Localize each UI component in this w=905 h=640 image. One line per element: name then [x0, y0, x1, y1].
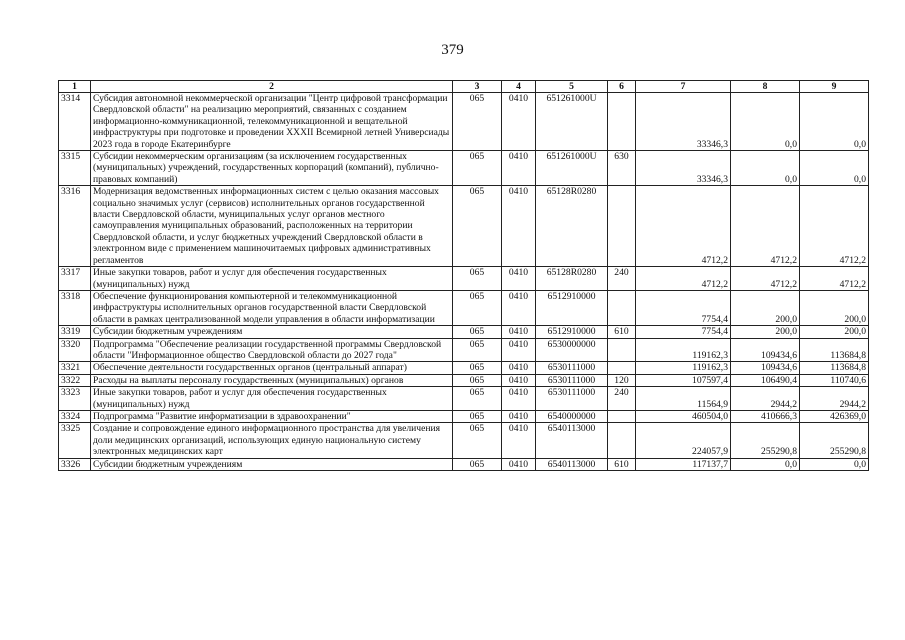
section-code: 0410 — [502, 410, 536, 422]
ministry-code: 065 — [453, 410, 502, 422]
amount-col9: 200,0 — [800, 290, 869, 325]
row-number: 3318 — [59, 290, 91, 325]
table-row — [59, 267, 869, 291]
section-code: 0410 — [502, 387, 536, 411]
target-article-code: 65128R0280 — [536, 267, 608, 291]
ministry-code: 065 — [453, 326, 502, 338]
column-header: 8 — [731, 81, 800, 93]
amount-col9: 0,0 — [800, 151, 869, 186]
section-code: 0410 — [502, 458, 536, 470]
amount-col8: 4712,2 — [731, 267, 800, 291]
table-row — [59, 186, 869, 267]
section-code: 0410 — [502, 423, 536, 458]
row-name: Модернизация ведомственных информационных систем с целью оказания массовых социально значимых услуг (сервисов) исполнительных органов государственной власти Свердловской области, муниципальных услуг органов местного самоуправления муниципальных образований, расположенных на территории Свердловской области, и услуг бюджетных учреждений Свердловской области в электронном виде с применением машиночитаемых цифровых административных регламентов — [91, 186, 453, 267]
amount-col8: 109434,6 — [731, 338, 800, 362]
target-article-code: 651261000U — [536, 93, 608, 151]
ministry-code: 065 — [453, 374, 502, 386]
section-code: 0410 — [502, 362, 536, 374]
amount-col7: 33346,3 — [636, 151, 731, 186]
amount-col9: 0,0 — [800, 93, 869, 151]
expense-type-code: 610 — [608, 458, 636, 470]
target-article-code: 6540113000 — [536, 458, 608, 470]
section-code: 0410 — [502, 93, 536, 151]
expense-type-code — [608, 93, 636, 151]
amount-col7: 460504,0 — [636, 410, 731, 422]
amount-col9: 113684,8 — [800, 362, 869, 374]
table-row — [59, 93, 869, 151]
page-number: 379 — [441, 42, 464, 58]
column-header: 7 — [636, 81, 731, 93]
row-number: 3316 — [59, 186, 91, 267]
amount-col7: 11564,9 — [636, 387, 731, 411]
row-name: Создание и сопровождение единого информационного пространства для увеличения доли медицинских организаций, использующих единую национальную систему электронных медицинских карт — [91, 423, 453, 458]
expense-type-code — [608, 186, 636, 267]
ministry-code: 065 — [453, 186, 502, 267]
row-name: Обеспечение деятельности государственных органов (центральный аппарат) — [91, 362, 453, 374]
amount-col8: 0,0 — [731, 93, 800, 151]
row-number: 3326 — [59, 458, 91, 470]
ministry-code: 065 — [453, 387, 502, 411]
amount-col8: 0,0 — [731, 151, 800, 186]
table-row — [59, 423, 869, 458]
ministry-code: 065 — [453, 338, 502, 362]
amount-col9: 110740,6 — [800, 374, 869, 386]
table-row — [59, 362, 869, 374]
amount-col7: 107597,4 — [636, 374, 731, 386]
target-article-code: 6540113000 — [536, 423, 608, 458]
row-name: Иные закупки товаров, работ и услуг для обеспечения государственных (муниципальных) нужд — [91, 387, 453, 411]
section-code: 0410 — [502, 290, 536, 325]
target-article-code: 6530111000 — [536, 387, 608, 411]
column-header: 3 — [453, 81, 502, 93]
table-row — [59, 410, 869, 422]
amount-col8: 200,0 — [731, 326, 800, 338]
amount-col7: 4712,2 — [636, 186, 731, 267]
amount-col9: 0,0 — [800, 458, 869, 470]
row-number: 3321 — [59, 362, 91, 374]
section-code: 0410 — [502, 326, 536, 338]
row-number: 3315 — [59, 151, 91, 186]
amount-col7: 224057,9 — [636, 423, 731, 458]
ministry-code: 065 — [453, 458, 502, 470]
amount-col9: 200,0 — [800, 326, 869, 338]
column-header: 6 — [608, 81, 636, 93]
amount-col8: 255290,8 — [731, 423, 800, 458]
expense-type-code — [608, 423, 636, 458]
amount-col9: 255290,8 — [800, 423, 869, 458]
column-header: 4 — [502, 81, 536, 93]
section-code: 0410 — [502, 374, 536, 386]
row-name: Подпрограмма "Развитие информатизации в здравоохранении" — [91, 410, 453, 422]
row-number: 3317 — [59, 267, 91, 291]
expense-type-code — [608, 290, 636, 325]
amount-col7: 117137,7 — [636, 458, 731, 470]
target-article-code: 6530111000 — [536, 362, 608, 374]
row-number: 3324 — [59, 410, 91, 422]
target-article-code: 6512910000 — [536, 326, 608, 338]
ministry-code: 065 — [453, 267, 502, 291]
table-header-row — [59, 81, 869, 93]
column-header: 2 — [91, 81, 453, 93]
row-number: 3325 — [59, 423, 91, 458]
ministry-code: 065 — [453, 362, 502, 374]
section-code: 0410 — [502, 338, 536, 362]
target-article-code: 6540000000 — [536, 410, 608, 422]
target-article-code: 6530000000 — [536, 338, 608, 362]
amount-col7: 4712,2 — [636, 267, 731, 291]
target-article-code: 65128R0280 — [536, 186, 608, 267]
amount-col7: 7754,4 — [636, 290, 731, 325]
ministry-code: 065 — [453, 423, 502, 458]
column-header: 9 — [800, 81, 869, 93]
row-number: 3323 — [59, 387, 91, 411]
column-header: 5 — [536, 81, 608, 93]
row-name: Обеспечение функционирования компьютерной и телекоммуникационной инфраструктуры исполнительных органов государственной власти Свердловской области в рамках централизованной модели управления в области информатизации — [91, 290, 453, 325]
column-header: 1 — [59, 81, 91, 93]
table-row — [59, 290, 869, 325]
amount-col7: 119162,3 — [636, 362, 731, 374]
row-name: Субсидии бюджетным учреждениям — [91, 458, 453, 470]
target-article-code: 6530111000 — [536, 374, 608, 386]
row-number: 3322 — [59, 374, 91, 386]
amount-col9: 4712,2 — [800, 267, 869, 291]
row-name: Субсидии бюджетным учреждениям — [91, 326, 453, 338]
row-name: Субсидия автономной некоммерческой организации "Центр цифровой трансформации Свердловской области" на реализацию мероприятий, связанных с созданием информационно-коммуникационной, телекоммуникационной и вещательной инфраструктуры при подготовке и проведении XXXII Всемирной летней Универсиады 2023 года в городе Екатеринбурге — [91, 93, 453, 151]
amount-col8: 0,0 — [731, 458, 800, 470]
expense-type-code — [608, 338, 636, 362]
ministry-code: 065 — [453, 93, 502, 151]
amount-col9: 426369,0 — [800, 410, 869, 422]
ministry-code: 065 — [453, 151, 502, 186]
amount-col8: 106490,4 — [731, 374, 800, 386]
amount-col8: 200,0 — [731, 290, 800, 325]
amount-col8: 4712,2 — [731, 186, 800, 267]
row-name: Расходы на выплаты персоналу государственных (муниципальных) органов — [91, 374, 453, 386]
target-article-code: 6512910000 — [536, 290, 608, 325]
table-row — [59, 338, 869, 362]
section-code: 0410 — [502, 186, 536, 267]
expense-type-code: 240 — [608, 267, 636, 291]
section-code: 0410 — [502, 267, 536, 291]
amount-col7: 33346,3 — [636, 93, 731, 151]
amount-col8: 2944,2 — [731, 387, 800, 411]
table-row — [59, 326, 869, 338]
section-code: 0410 — [502, 151, 536, 186]
table-row — [59, 151, 869, 186]
amount-col7: 7754,4 — [636, 326, 731, 338]
amount-col9: 4712,2 — [800, 186, 869, 267]
expense-type-code: 120 — [608, 374, 636, 386]
amount-col8: 410666,3 — [731, 410, 800, 422]
amount-col7: 119162,3 — [636, 338, 731, 362]
row-number: 3320 — [59, 338, 91, 362]
amount-col8: 109434,6 — [731, 362, 800, 374]
budget-table — [58, 80, 869, 471]
expense-type-code: 630 — [608, 151, 636, 186]
row-name: Субсидии некоммерческим организациям (за исключением государственных (муниципальных) учреждений, государственных корпораций (компаний), публично-правовых компаний) — [91, 151, 453, 186]
ministry-code: 065 — [453, 290, 502, 325]
row-name: Иные закупки товаров, работ и услуг для обеспечения государственных (муниципальных) нужд — [91, 267, 453, 291]
amount-col9: 2944,2 — [800, 387, 869, 411]
expense-type-code: 610 — [608, 326, 636, 338]
table-row — [59, 374, 869, 386]
expense-type-code — [608, 410, 636, 422]
row-number: 3314 — [59, 93, 91, 151]
expense-type-code: 240 — [608, 387, 636, 411]
table-row — [59, 387, 869, 411]
amount-col9: 113684,8 — [800, 338, 869, 362]
row-name: Подпрограмма "Обеспечение реализации государственной программы Свердловской области "Информационное общество Свердловской области до 2027 года" — [91, 338, 453, 362]
table-row — [59, 458, 869, 470]
row-number: 3319 — [59, 326, 91, 338]
target-article-code: 651261000U — [536, 151, 608, 186]
expense-type-code — [608, 362, 636, 374]
